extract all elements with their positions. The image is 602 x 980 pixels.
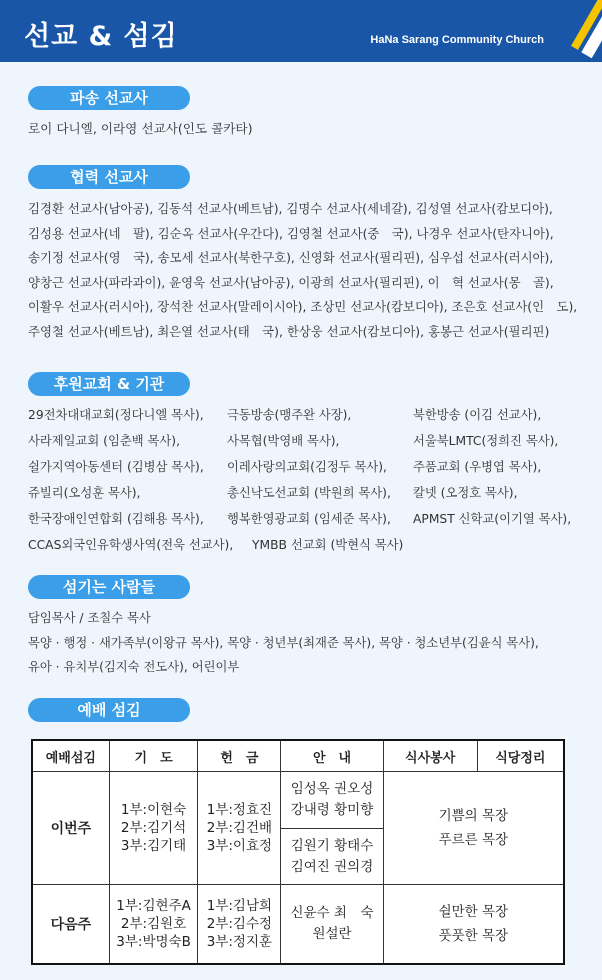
prayer-entry: 1부:김현주A (116, 898, 191, 914)
prayer-entry: 2부:김기석 (120, 820, 187, 836)
supporter: 사라제일교회 (임춘백 목사), (28, 434, 180, 448)
servants-line: 담임목사 / 조칠수 목사 (28, 611, 151, 625)
usher-cell (281, 885, 383, 965)
prayer-entry: 3부:박명숙B (116, 934, 191, 950)
usher-entry: 김원기 황태수 (290, 837, 374, 854)
supporter: 이레사랑의교회(김정두 목사), (227, 460, 387, 474)
church-name: HaNa Sarang Community Church (370, 34, 544, 46)
partner-line: 이활우 선교사(러시아), 장석찬 선교사(말레이시아), 조상민 선교사(캄보디아), 조은호 선교사(인 도), (28, 299, 578, 314)
usher-entry: 임성옥 권오성 (290, 781, 374, 797)
usher-cell (281, 829, 383, 885)
usher-entry: 신윤수 최 숙 (290, 905, 374, 921)
meal-cell (383, 772, 564, 885)
section-heading-worship: 예배 섬김 (28, 698, 190, 722)
supporter: 주품교회 (우병엽 목사), (413, 460, 542, 474)
table-row (32, 772, 564, 829)
partner-missionaries (28, 197, 588, 344)
section-heading-partner: 협력 선교사 (28, 165, 190, 189)
supporter: 서울북LMTC(정희진 목사), (413, 434, 559, 448)
supporter: 한국장애인연합회 (김해용 목사), (28, 512, 204, 526)
offering-cell (198, 772, 281, 885)
supporter: 극동방송(맹주완 사장), (227, 408, 352, 422)
offering-entry: 2부:김건배 (206, 820, 273, 836)
page-header (0, 0, 602, 62)
supporter: 쉴가지역아동센터 (김병삼 목사), (28, 460, 204, 474)
section-heading-dispatched: 파송 선교사 (28, 86, 190, 110)
col-header: 기 도 (109, 740, 198, 772)
offering-entry: 3부:이효정 (206, 838, 273, 854)
prayer-entry: 3부:김기태 (120, 838, 187, 854)
partner-line: 양창근 선교사(파라과이), 윤영욱 선교사(남아공), 이광희 선교사(필리핀), 이 혁 선교사(몽 골), (28, 274, 554, 290)
table-header-row (32, 740, 564, 772)
col-header: 안 내 (281, 740, 383, 772)
supporter: 칼넷 (오정호 목사), (413, 486, 518, 500)
section-heading-servants: 섬기는 사람들 (28, 575, 190, 599)
col-header: 헌 금 (198, 740, 281, 772)
meal-entry: 기쁨의 목장 (438, 808, 509, 824)
meal-entry: 푸르른 목장 (438, 832, 509, 848)
worship-schedule-table (31, 739, 565, 965)
supporter: 행복한영광교회 (임세준 목사), (227, 512, 391, 526)
prayer-cell (109, 772, 198, 885)
offering-entry: 1부:김남희 (206, 898, 273, 914)
offering-cell (198, 885, 281, 965)
supporter: 북한방송 (이김 선교사), (413, 408, 542, 422)
usher-cell (281, 772, 383, 829)
col-header: 식사봉사 (383, 740, 477, 772)
usher-entry: 원설란 (312, 926, 352, 942)
partner-line: 주영철 선교사(베트남), 최은열 선교사(태 국), 한상웅 선교사(캄보디아), 홍봉근 선교사(필리핀) (28, 323, 550, 339)
supporter: 사목협(박영배 목사), (227, 434, 340, 448)
page-title: 선교 & 섬김 (24, 21, 178, 52)
col-header: 식당정리 (477, 740, 564, 772)
servants-line: 목양 · 행정 · 새가족부(이왕규 목사), 목양 · 청년부(최재준 목사), 목양 · 청소년부(김윤식 목사), (28, 635, 539, 650)
supporter: YMBB 선교회 (박현식 목사) (252, 538, 404, 552)
offering-entry: 3부:정지훈 (206, 934, 273, 950)
supporter: CCAS외국인유학생사역(전욱 선교사), (28, 538, 234, 552)
section-heading-supporting: 후원교회 & 기관 (28, 372, 190, 396)
meal-entry: 풋풋한 목장 (438, 928, 509, 944)
partner-line: 김성용 선교사(네 팔), 김순옥 선교사(우간다), 김영철 선교사(중 국), 나경우 선교사(탄자니아), (28, 225, 554, 241)
prayer-entry: 1부:이현숙 (120, 802, 187, 818)
prayer-cell (109, 885, 198, 965)
usher-entry: 김여진 권의경 (290, 858, 374, 875)
servants-line: 유아 · 유치부(김지숙 전도사), 어린이부 (28, 660, 240, 674)
row-label-this-week: 이번주 (32, 772, 109, 885)
col-header: 예배섬김 (32, 740, 109, 772)
meal-entry: 쉴만한 목장 (438, 904, 509, 920)
partner-line: 김경환 선교사(남아공), 김동석 선교사(베트남), 김명수 선교사(세네갈), 김성열 선교사(캄보디아), (28, 201, 553, 216)
supporter: 총신낙도선교회 (박원희 목사), (227, 486, 391, 500)
supporter: APMST 신학교(이기열 목사), (413, 512, 572, 526)
usher-entry: 강내령 황미향 (290, 802, 374, 818)
supporter: 29전차대대교회(정다니엘 목사), (28, 408, 204, 422)
partner-line: 송기정 선교사(영 국), 송모세 선교사(북한구호), 신영화 선교사(필리핀), 심우섭 선교사(러시아), (28, 250, 554, 265)
row-label-next-week: 다음주 (32, 885, 109, 965)
offering-entry: 1부:정효진 (206, 802, 273, 818)
meal-cell (383, 885, 564, 965)
dispatched-missionaries: 로이 다니엘, 이라영 선교사(인도 콜카타) (28, 121, 253, 136)
prayer-entry: 2부:김원호 (120, 916, 187, 932)
servants-list (28, 606, 588, 680)
offering-entry: 2부:김수정 (206, 916, 273, 932)
supporter: 쥬빌리(오성훈 목사), (28, 486, 141, 500)
